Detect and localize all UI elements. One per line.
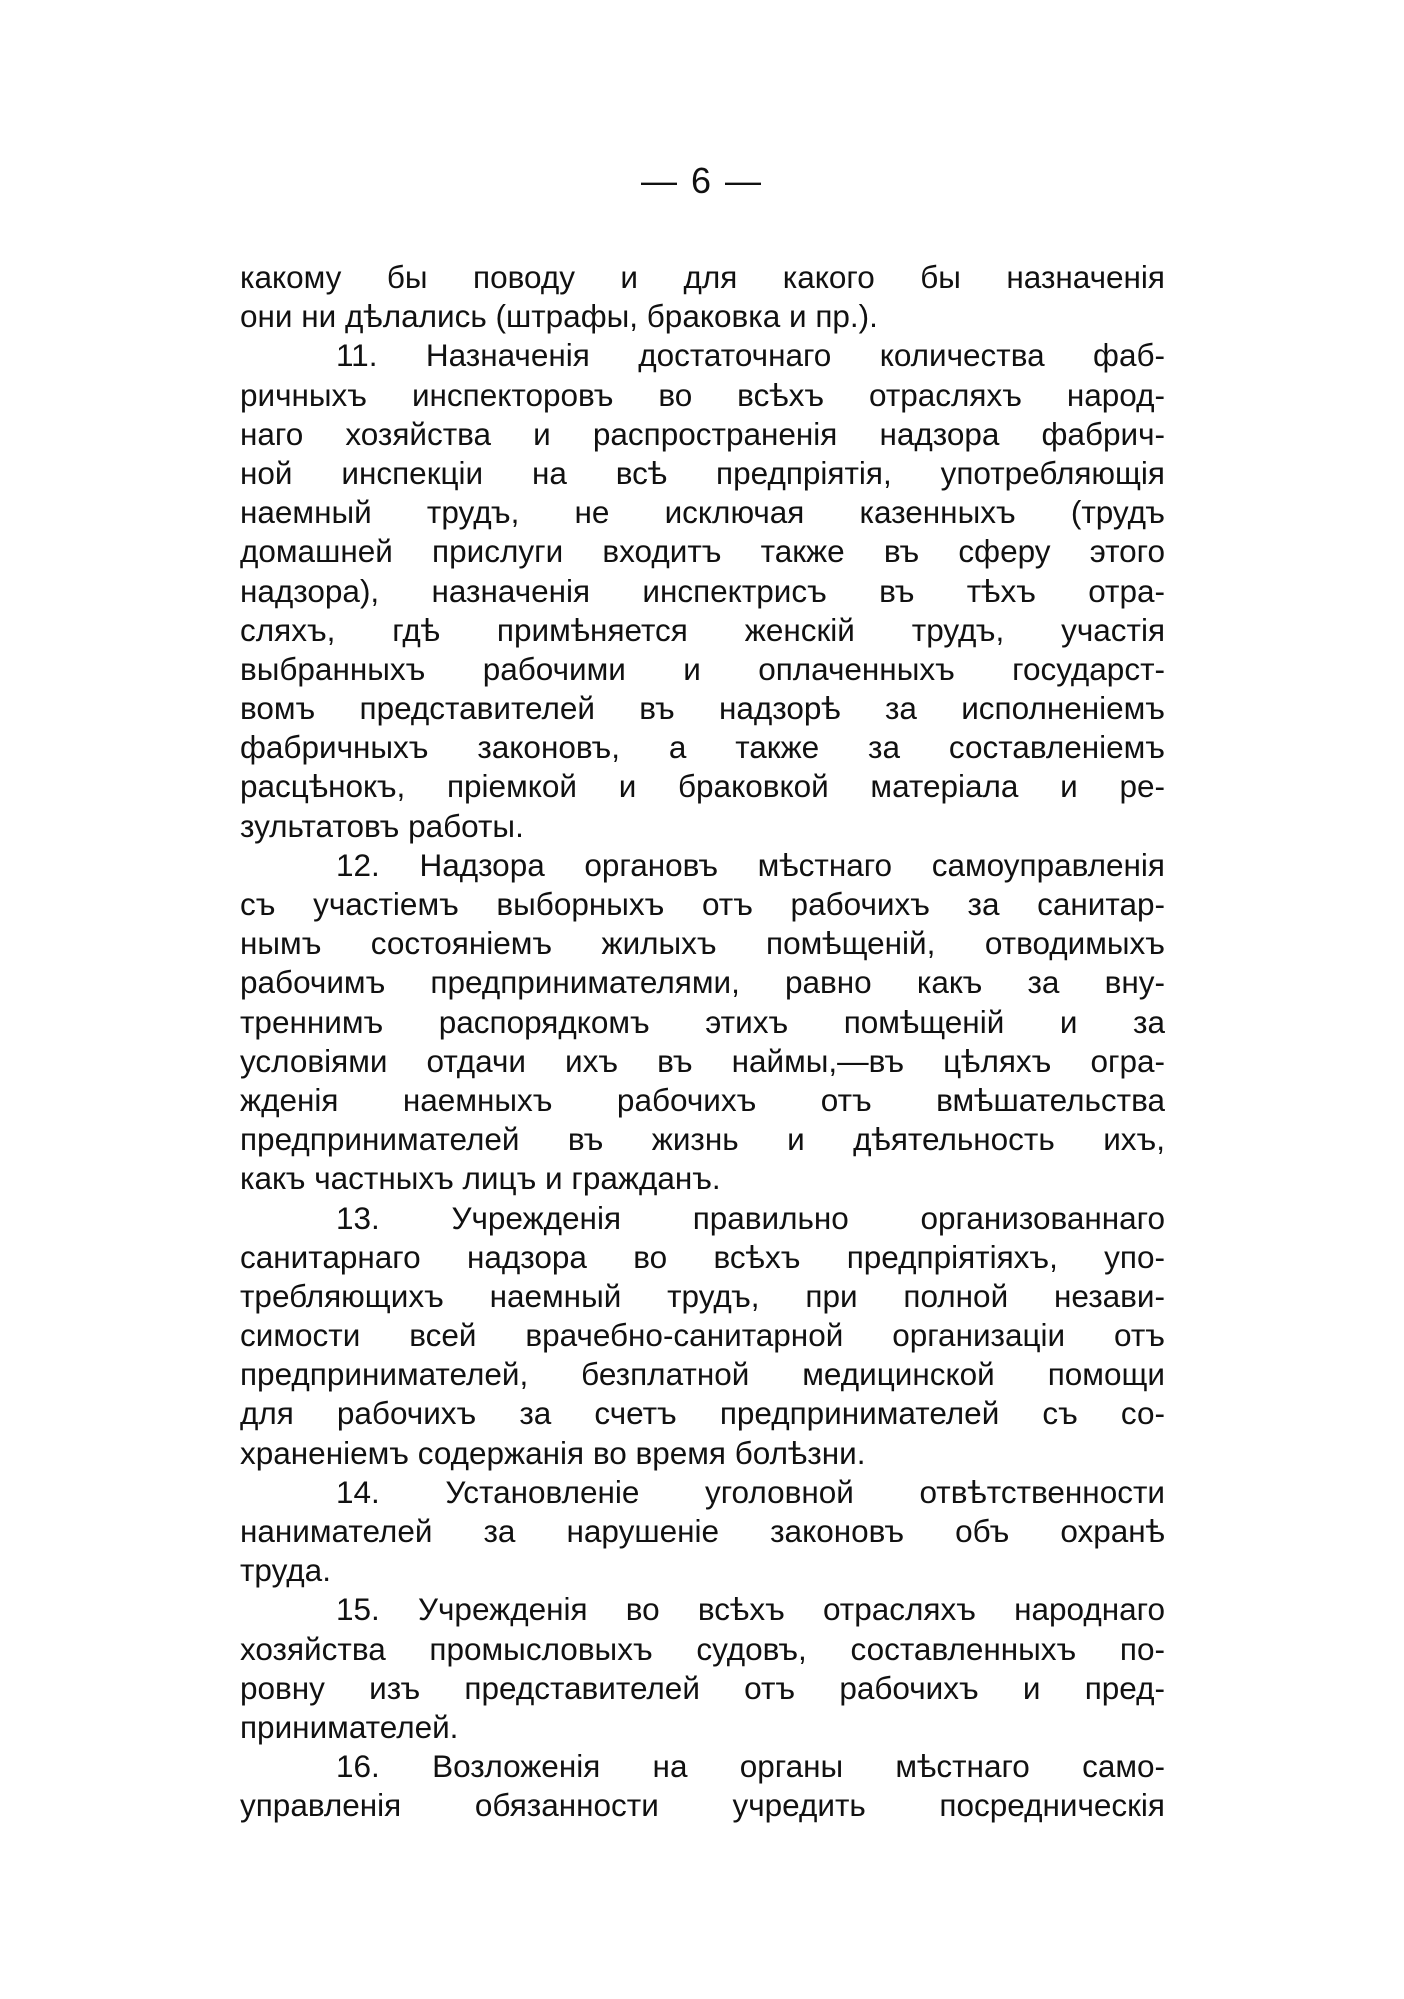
text-line: принимателей. bbox=[240, 1708, 459, 1745]
text-line: 14. Установленіе уголовной отвѣтственности bbox=[336, 1473, 1165, 1510]
text-line: для рабочихъ за счетъ предпринимателей съ со- bbox=[240, 1395, 1165, 1432]
text-line: ной инспекціи на всѣ предпріятія, употребляющія bbox=[240, 454, 1165, 491]
text-line: требляющихъ наемный трудъ, при полной незави- bbox=[240, 1277, 1165, 1314]
text-line: треннимъ распорядкомъ этихъ помѣщеній и за bbox=[240, 1003, 1165, 1040]
text-line: вомъ представителей въ надзорѣ за исполненіемъ bbox=[240, 690, 1165, 727]
text-line: надзора), назначенія инспектрисъ въ тѣхъ отра- bbox=[240, 572, 1165, 609]
text-line: санитарнаго надзора во всѣхъ предпріятіяхъ, упо- bbox=[240, 1238, 1165, 1275]
text-line: сляхъ, гдѣ примѣняется женскій трудъ, участія bbox=[240, 611, 1165, 648]
text-line: они ни дѣлались (штрафы, браковка и пр.). bbox=[240, 298, 878, 335]
text-line: ричныхъ инспекторовъ во всѣхъ отрасляхъ народ- bbox=[240, 376, 1165, 413]
text-line: 12. Надзора органовъ мѣстнаго самоуправленія bbox=[336, 846, 1165, 883]
text-line: 13. Учрежденія правильно организованнаго bbox=[336, 1199, 1165, 1236]
text-line: выбранныхъ рабочими и оплаченныхъ государст- bbox=[240, 650, 1165, 687]
text-line: условіями отдачи ихъ въ наймы,—въ цѣляхъ огра- bbox=[240, 1042, 1165, 1079]
text-line: жденія наемныхъ рабочихъ отъ вмѣшательства bbox=[240, 1081, 1165, 1118]
text-line: предпринимателей въ жизнь и дѣятельность ихъ, bbox=[240, 1121, 1165, 1158]
text-line: какому бы поводу и для какого бы назначенія bbox=[240, 259, 1165, 295]
text-line: наемный трудъ, не исключая казенныхъ (трудъ bbox=[240, 494, 1165, 531]
text-line: зультатовъ работы. bbox=[240, 807, 524, 844]
text-line: 16. Возложенія на органы мѣстнаго само- bbox=[336, 1748, 1165, 1785]
text-line: 11. Назначенія достаточнаго количества фаб- bbox=[336, 337, 1165, 374]
text-line: симости всей врачебно-санитарной организаціи отъ bbox=[240, 1317, 1165, 1354]
text-line: нымъ состояніемъ жилыхъ помѣщеній, отводимыхъ bbox=[240, 925, 1165, 962]
text-line: труда. bbox=[240, 1552, 331, 1589]
text-line: съ участіемъ выборныхъ отъ рабочихъ за санитар- bbox=[240, 886, 1165, 922]
text-line: 15. Учрежденія во всѣхъ отрасляхъ народнаго bbox=[336, 1591, 1165, 1628]
text-line: расцѣнокъ, пріемкой и браковкой матеріала и ре- bbox=[240, 768, 1165, 805]
text-line: наго хозяйства и распространенія надзора фабрич- bbox=[240, 415, 1165, 452]
text-line: хозяйства промысловыхъ судовъ, составленныхъ по- bbox=[240, 1630, 1165, 1667]
text-line: домашней прислуги входитъ также въ сферу этого bbox=[240, 533, 1165, 570]
text-line: какъ частныхъ лицъ и гражданъ. bbox=[240, 1160, 721, 1197]
text-line: рабочимъ предпринимателями, равно какъ за вну- bbox=[240, 964, 1165, 1001]
text-line: предпринимателей, безплатной медицинской помощи bbox=[240, 1356, 1165, 1393]
text-line: храненіемъ содержанія во время болѣзни. bbox=[240, 1434, 866, 1471]
text-line: нанимателей за нарушеніе законовъ объ охранѣ bbox=[240, 1513, 1165, 1549]
page-number: — 6 — bbox=[640, 160, 764, 201]
text-line: фабричныхъ законовъ, а также за составленіемъ bbox=[240, 729, 1165, 766]
text-line: управленія обязанности учредить посредническія bbox=[240, 1787, 1165, 1824]
body-text bbox=[240, 258, 1165, 1826]
text-line: ровну изъ представителей отъ рабочихъ и пред- bbox=[240, 1669, 1165, 1706]
